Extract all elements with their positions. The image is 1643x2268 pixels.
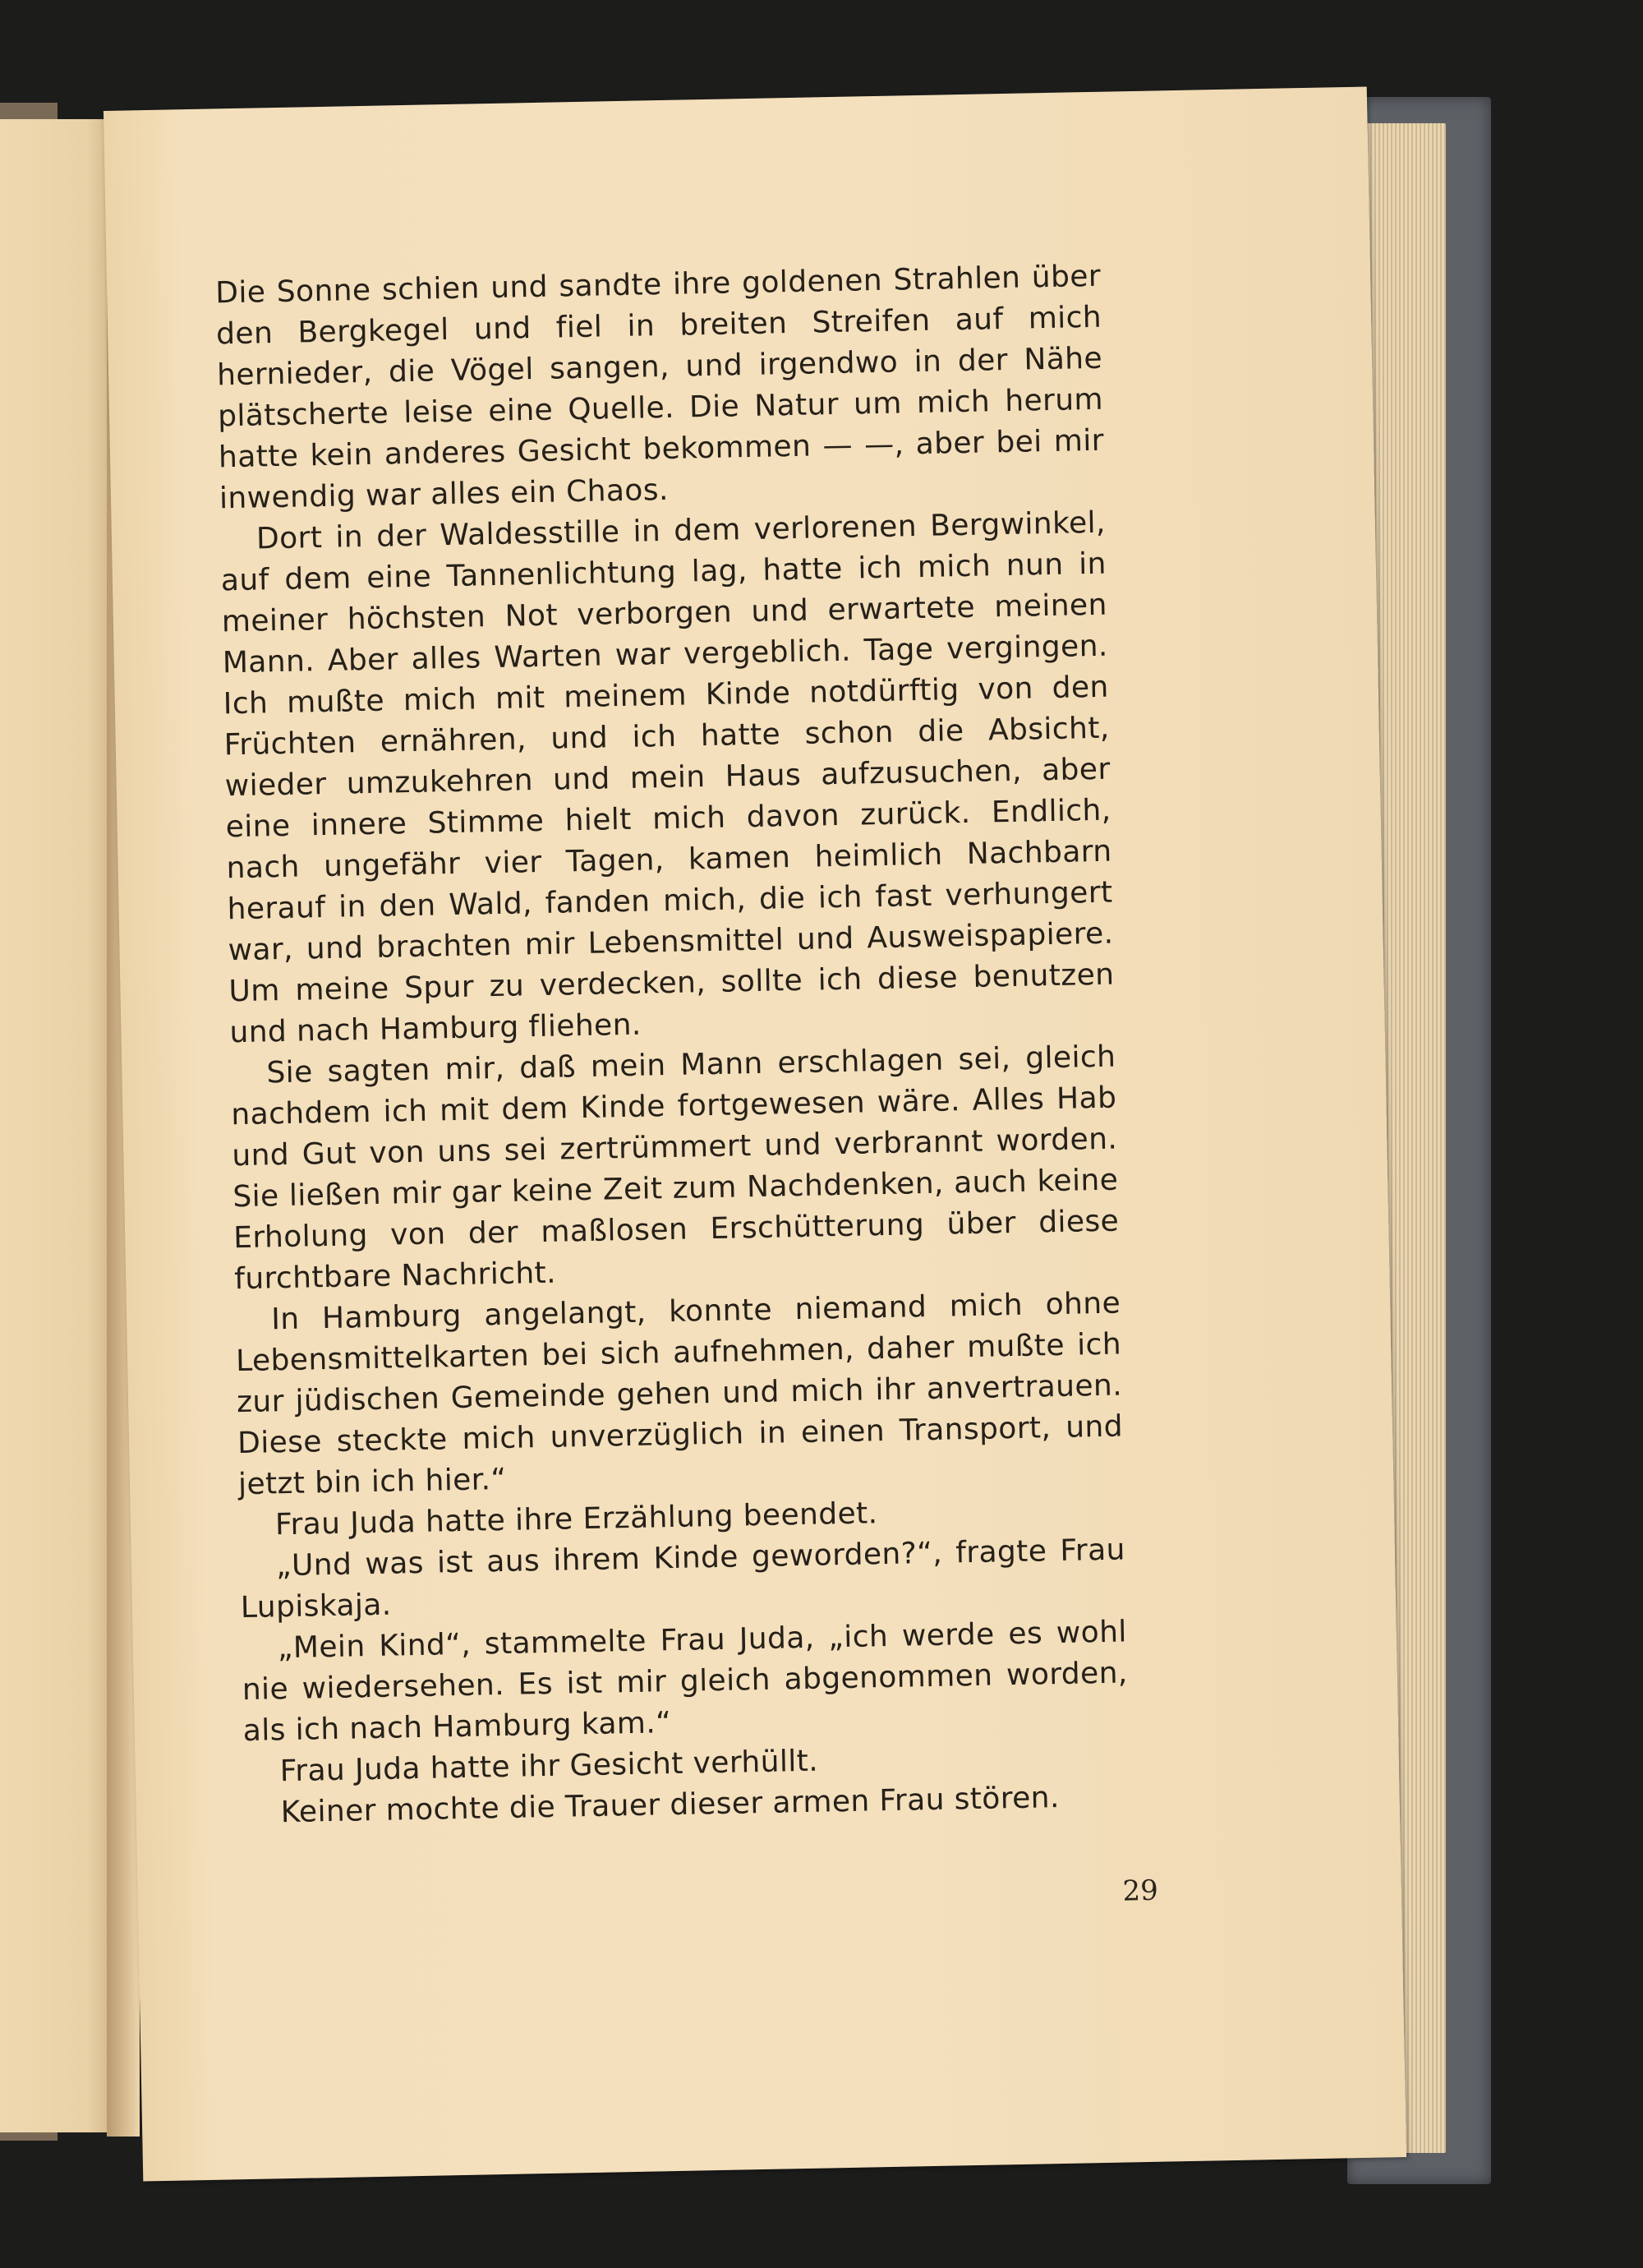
paragraph: „Und was ist aus ihrem Kinde geworden?“, fragte Frau Lupiskaja. <box>240 1533 1126 1625</box>
paragraph: Dort in der Waldesstille in dem verlorenen Bergwinkel, auf dem eine Tannenlichtung lag, hatte ich mich nun in meiner höchsten Not verborgen und erwartete meinen Mann. Aber alles Warten war vergeblich. Tage vergingen. Ich mußte mich mit meinem Kinde notdürftig von den Früchten ernähren, und ich hatte schon die Absicht, wieder umzukehren und mein Haus aufzusuchen, aber eine innere Stimme hielt mich davon zurück. Endlich, nach ungefähr vier Tagen, kamen heimlich Nachbarn herauf in den Wald, fanden mich, die ich fast verhungert war, und brachten mir Lebensmittel und Ausweispapiere. Um meine Spur zu verdecken, sollte ich diese benutzen und nach Hamburg fliehen. <box>220 505 1115 1050</box>
paragraph: „Mein Kind“, stammelte Frau Juda, „ich werde es wohl nie wiedersehen. Es ist mir gleich abgenommen worden, als ich nach Hamburg kam.“ <box>242 1615 1129 1749</box>
left-page <box>0 119 123 2132</box>
paragraph: Sie sagten mir, daß mein Mann erschlagen sei, gleich nachdem ich mit dem Kinde fortgewesen wäre. Alles Hab und Gut von uns sei zertrümmert und verbrannt worden. Sie ließen mir gar keine Zeit zum Nachdenken, auch keine Erholung von der maßlosen Erschütterung über diese furchtbare Nachricht. <box>231 1040 1120 1297</box>
paragraph: In Hamburg angelangt, konnte niemand mich ohne Lebensmittelkarten bei sich aufnehmen, daher mußte ich zur jüdischen Gemeinde gehen und mich ihr anvertrauen. Diese steckte mich unverzüglich in einen Transport, und jetzt bin ich hier.“ <box>235 1286 1124 1502</box>
body-text <box>215 256 1130 1834</box>
page-number: 29 <box>1122 1874 1159 1908</box>
paragraph: Frau Juda hatte ihre Erzählung beendet. <box>274 1496 878 1542</box>
paragraph: Keiner mochte die Trauer dieser armen Frau stören. <box>280 1781 1061 1830</box>
right-page <box>104 86 1406 2181</box>
paragraph: Frau Juda hatte ihr Gesicht verhüllt. <box>279 1744 819 1789</box>
paragraph: Die Sonne schien und sandte ihre goldenen Strahlen über den Bergkegel und fiel in breiten Streifen auf mich hernieder, die Vögel sangen, und irgendwo in der Nähe plätscherte leise eine Quelle. Die Natur um mich herum hatte kein anderes Gesicht bekommen — —, aber bei mir inwendig war alles ein Chaos. <box>214 259 1105 516</box>
